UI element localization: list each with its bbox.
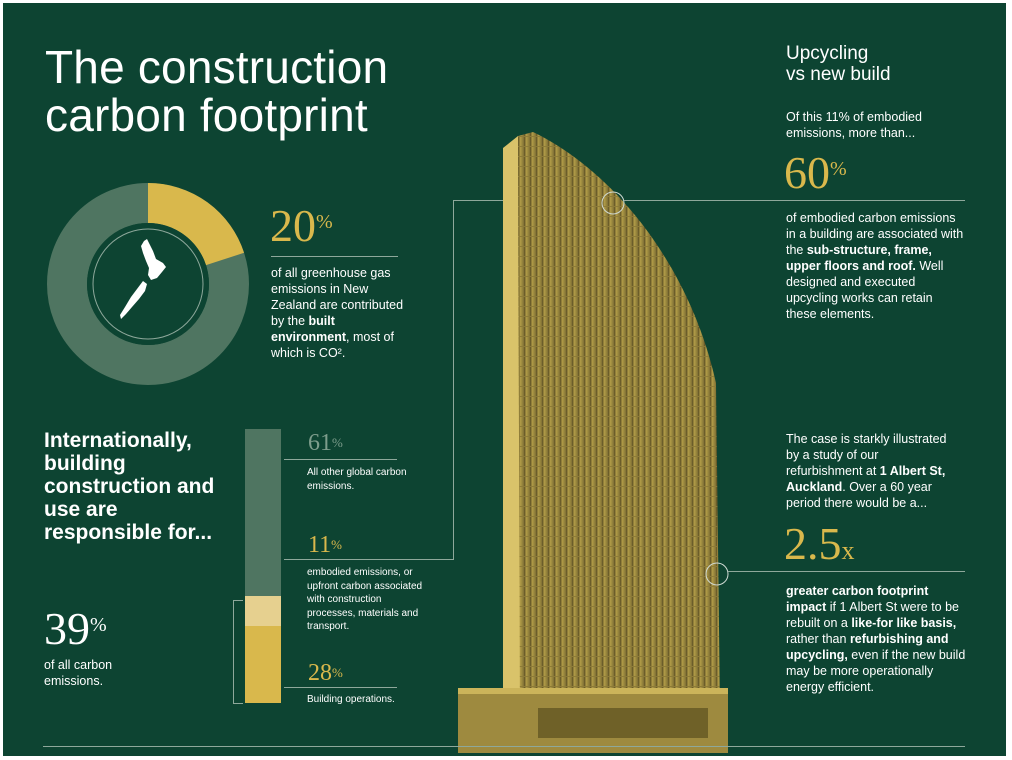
upcycling-text-1: of embodied carbon emissions in a building are associated with the [786, 211, 964, 257]
breakdown-embodied-rule [284, 559, 454, 560]
stacked-bar-segment-3 [245, 626, 281, 703]
bracket-bottom [233, 703, 243, 704]
case-description [786, 583, 966, 695]
case-intro-bold: 1 Albert St, Auckland [786, 464, 946, 494]
nz-percentage [270, 200, 333, 251]
case-text-3: even if the new build may be more operationally energy efficient. [786, 648, 966, 694]
nz-percentage-value: 20 [270, 200, 316, 251]
breakdown-operations-caption: Building operations. [307, 694, 395, 705]
breakdown-operations-percentage [308, 661, 343, 685]
emissions-stacked-bar [245, 429, 281, 703]
upcycling-connector [624, 200, 965, 201]
breakdown-embodied-percentage [308, 533, 342, 557]
upcycling-heading-line-1: Upcycling [786, 43, 869, 64]
title-line-1: The construction [45, 41, 389, 93]
building-tower [518, 132, 720, 738]
case-bold-2: like-for like basis, [851, 616, 957, 630]
case-bold-3: refurbishing and upcycling, [786, 632, 949, 662]
footer-rule [43, 746, 965, 747]
case-multiplier [784, 518, 855, 574]
breakdown-embodied-unit: % [331, 537, 342, 552]
stacked-bar-segment-1 [245, 429, 281, 596]
podium-canopy [458, 688, 728, 694]
case-intro-text-1: The case is starkly illustrated by a study of our refurbishment at [786, 432, 947, 478]
upcycling-text-2: Well designed and executed upcycling works can retain these elements. [786, 259, 944, 321]
case-text-1: if 1 Albert St were to be rebuilt on a [786, 600, 960, 630]
nz-divider [271, 256, 398, 257]
international-heading: Internationally, building construction and use are responsible for... [44, 429, 215, 544]
breakdown-other-rule [284, 459, 397, 460]
nz-emissions-donut [43, 179, 253, 389]
embodied-connector-vertical [453, 200, 454, 560]
nz-text-bold: built environment [271, 314, 347, 344]
building-edge [503, 136, 520, 740]
upcycling-percentage-value: 60 [784, 147, 830, 198]
nz-description [271, 265, 411, 361]
page-title [45, 43, 388, 139]
breakdown-operations-unit: % [332, 665, 343, 680]
upcycling-description [786, 210, 966, 322]
breakdown-operations-value: 28 [308, 660, 332, 686]
bracket-vertical [233, 600, 234, 704]
nz-text-1: of all greenhouse gas emissions in New Zealand are contributed by the [271, 266, 404, 328]
callout-marker-top [598, 188, 628, 218]
nz-percentage-unit: % [316, 211, 333, 233]
case-text-2: rather than [786, 632, 850, 646]
case-multiplier-value: 2.5 [784, 518, 842, 569]
international-caption: of all carbon emissions. [44, 658, 113, 688]
upcycling-intro: Of this 11% of embodied emissions, more than... [786, 110, 922, 140]
international-percentage-unit: % [90, 614, 107, 636]
breakdown-embodied-caption: embodied emissions, or upfront carbon associated with construction processes, materials and transport. [307, 567, 423, 632]
bracket-top [233, 600, 243, 601]
callout-marker-bottom [702, 559, 732, 589]
infographic-panel [3, 3, 1006, 756]
nz-text-2: , most of which is CO². [271, 330, 394, 360]
breakdown-operations-rule [284, 687, 397, 688]
breakdown-other-percentage [308, 431, 343, 455]
case-intro-text-2: . Over a 60 year period there would be a... [786, 480, 932, 510]
case-multiplier-unit: x [841, 536, 855, 565]
breakdown-embodied-value: 11 [308, 532, 332, 558]
breakdown-other-unit: % [332, 435, 343, 450]
upcycling-text-bold: sub-structure, frame, upper floors and roof. [786, 243, 932, 273]
international-percentage [44, 603, 107, 654]
case-bold-1: greater carbon footprint impact [786, 584, 929, 614]
stacked-bar-segment-2 [245, 596, 281, 626]
breakdown-other-caption: All other global carbon emissions. [307, 467, 407, 492]
podium-entrance [538, 708, 708, 738]
upcycling-percentage-unit: % [830, 158, 847, 180]
upcycling-heading-line-2: vs new build [786, 64, 891, 85]
title-line-2: carbon footprint [45, 89, 368, 141]
upcycling-heading [786, 43, 891, 85]
upcycling-percentage [784, 147, 847, 198]
building-illustration [458, 128, 728, 753]
international-percentage-value: 39 [44, 603, 90, 654]
case-intro [786, 431, 956, 511]
breakdown-other-value: 61 [308, 430, 332, 456]
